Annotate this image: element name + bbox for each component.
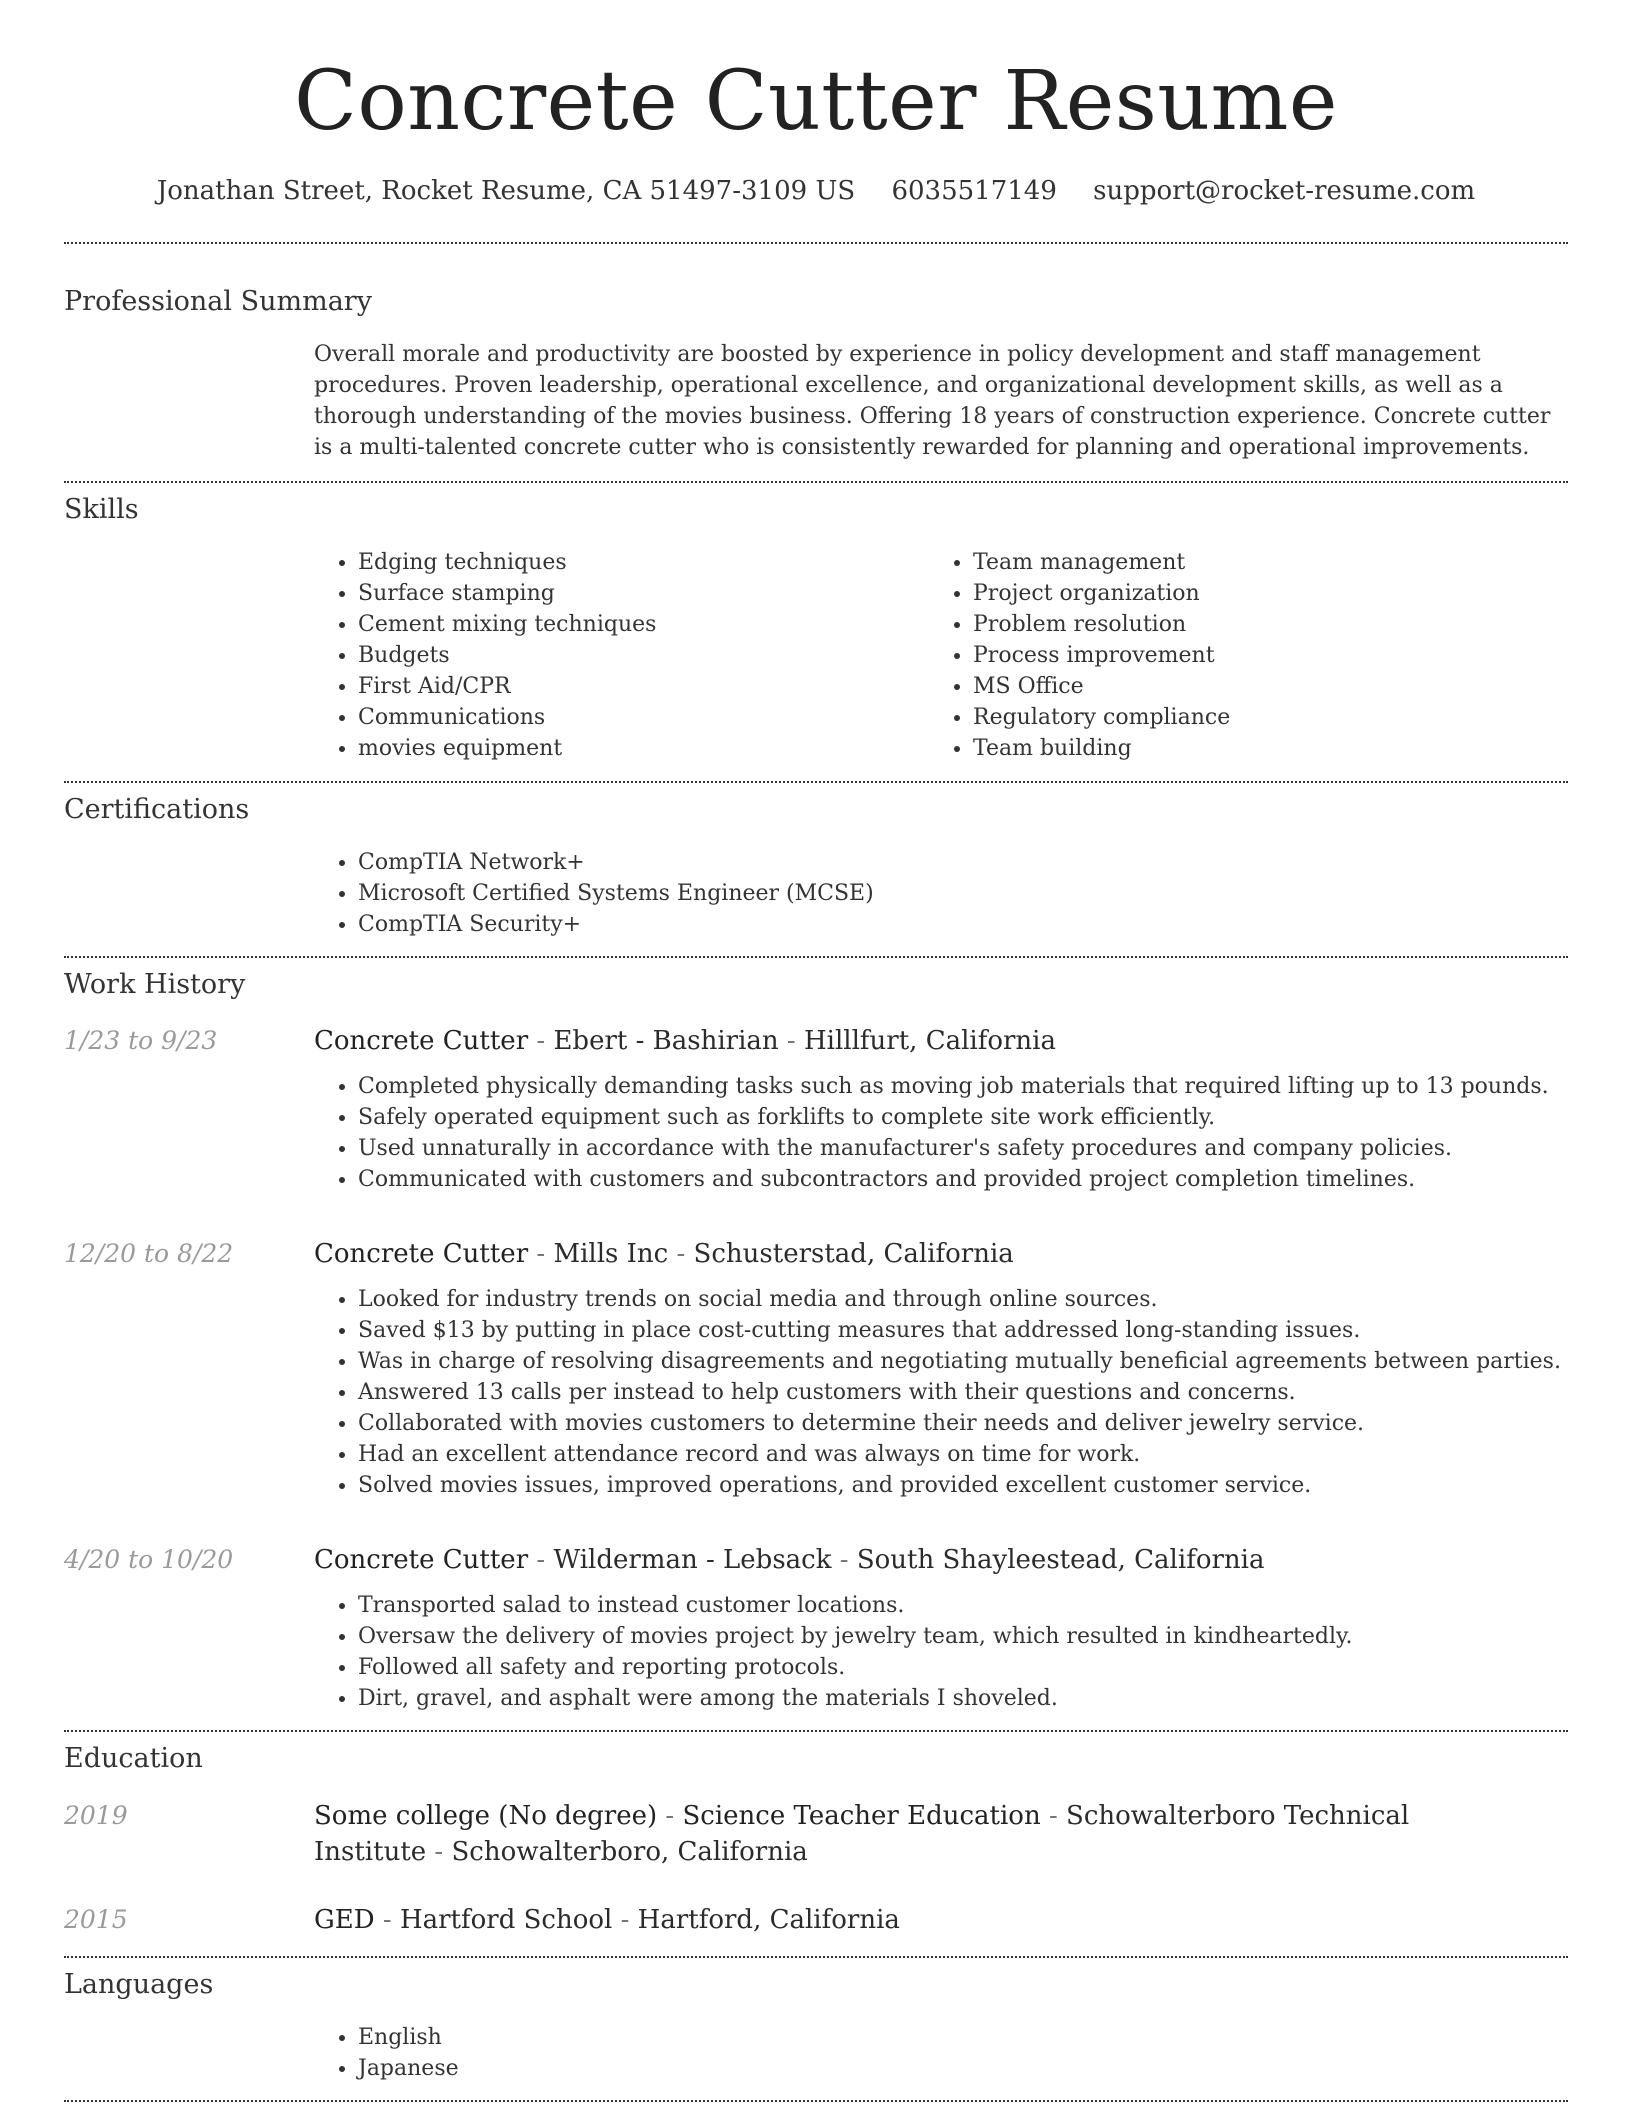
- education-entry: [64, 1902, 1568, 1938]
- skill-item: • MS Office: [973, 671, 1544, 702]
- skill-item: • Team building: [973, 733, 1544, 764]
- skill-item: • movies equipment: [358, 733, 929, 764]
- section-divider: [64, 956, 1568, 958]
- education-school: Schowalterboro Technical Institute: [314, 1801, 1410, 1867]
- job-role: Concrete Cutter: [314, 1026, 529, 1056]
- job-bullet: • Solved movies issues, improved operations, and provided excellent customer service.: [358, 1470, 1568, 1501]
- job-bullet: • Completed physically demanding tasks such as moving job materials that required lifting up to 13 pounds.: [358, 1071, 1568, 1102]
- job-title: Concrete Cutter - Wilderman - Lebsack - South Shayleestead, California: [314, 1545, 1265, 1575]
- skill-item: • Problem resolution: [973, 609, 1544, 640]
- section-divider: [64, 2100, 1568, 2102]
- section-divider: [64, 481, 1568, 483]
- certification-item: • Microsoft Certified Systems Engineer (MCSE): [358, 878, 1568, 909]
- job-dates: 12/20 to 8/22: [64, 1239, 234, 1268]
- skills-list: [314, 547, 1568, 764]
- job-dates: 4/20 to 10/20: [64, 1545, 234, 1574]
- job-title: Concrete Cutter - Ebert - Bashirian - Hilllfurt, California: [314, 1026, 1056, 1056]
- education-heading: Education: [64, 1743, 203, 1774]
- job-bullet: • Followed all safety and reporting protocols.: [358, 1652, 1568, 1683]
- section-divider: [64, 781, 1568, 783]
- job-bullet: • Had an excellent attendance record and was always on time for work.: [358, 1439, 1568, 1470]
- skills-heading: Skills: [64, 494, 139, 525]
- skill-item: • Edging techniques: [358, 547, 929, 578]
- contact-email[interactable]: support@rocket-resume.com: [1093, 176, 1476, 206]
- work-history-heading: Work History: [64, 969, 246, 1000]
- skill-item: • Cement mixing techniques: [358, 609, 929, 640]
- section-divider: [64, 1730, 1568, 1732]
- education-field: Science Teacher Education: [682, 1801, 1041, 1831]
- education-degree: GED: [314, 1905, 375, 1935]
- section-divider: [64, 242, 1568, 244]
- languages-list: [314, 2022, 1568, 2084]
- languages-heading: Languages: [64, 1969, 214, 2000]
- skill-item: • Surface stamping: [358, 578, 929, 609]
- job-bullets: [314, 1071, 1568, 1195]
- job-bullet: • Looked for industry trends on social media and through online sources.: [358, 1284, 1568, 1315]
- job-bullet: • Saved $13 by putting in place cost-cutting measures that addressed long-standing issues.: [358, 1315, 1568, 1346]
- contact-line: [64, 174, 1568, 208]
- certifications-list: [314, 847, 1568, 940]
- certification-item: • CompTIA Network+: [358, 847, 1568, 878]
- education-title: Some college (No degree) - Science Teacher Education - Schowalterboro Technical Institute - Schowalterboro, California: [314, 1801, 1410, 1867]
- job-title: Concrete Cutter - Mills Inc - Schusterstad, California: [314, 1239, 1014, 1269]
- skill-item: • Project organization: [973, 578, 1544, 609]
- resume-page: [64, 0, 1568, 2102]
- education-year: 2015: [64, 1905, 128, 1934]
- skill-item: • Team management: [973, 547, 1544, 578]
- job-entry: [64, 1236, 1568, 1272]
- certifications-heading: Certifications: [64, 794, 250, 825]
- summary-heading: Professional Summary: [64, 286, 372, 317]
- job-dates: 1/23 to 9/23: [64, 1026, 218, 1055]
- language-item: • English: [358, 2022, 1568, 2053]
- job-bullet: • Oversaw the delivery of movies project by jewelry team, which resulted in kindheartedly.: [358, 1621, 1568, 1652]
- section-divider: [64, 1956, 1568, 1958]
- job-bullet: • Collaborated with movies customers to determine their needs and deliver jewelry service.: [358, 1408, 1568, 1439]
- summary-text: Overall morale and productivity are boosted by experience in policy development and staff management procedures. Proven leadership, operational excellence, and organizational development skills, as well as a thorough understanding of the movies business. Offering 18 years of construction experience. Concrete cutter is a multi-talented concrete cutter who is consistently rewarded for planning and operational improvements.: [314, 342, 1551, 460]
- job-bullet: • Was in charge of resolving disagreements and negotiating mutually beneficial agreements between parties.: [358, 1346, 1568, 1377]
- skill-item: • Budgets: [358, 640, 929, 671]
- job-location: Hilllfurt, California: [803, 1026, 1056, 1056]
- skills-column-left: [314, 547, 929, 764]
- education-degree: Some college (No degree): [314, 1801, 658, 1831]
- education-title: GED - Hartford School - Hartford, California: [314, 1905, 900, 1935]
- job-location: South Shayleestead, California: [856, 1545, 1265, 1575]
- job-bullet: • Transported salad to instead customer locations.: [358, 1590, 1568, 1621]
- contact-phone[interactable]: 6035517149: [891, 176, 1057, 206]
- job-company: Ebert - Bashirian: [553, 1026, 779, 1056]
- language-item: • Japanese: [358, 2053, 1568, 2084]
- skill-item: • Communications: [358, 702, 929, 733]
- education-school: Hartford School: [399, 1905, 613, 1935]
- job-bullet: • Used unnaturally in accordance with the manufacturer's safety procedures and company policies.: [358, 1133, 1568, 1164]
- education-location: Schowalterboro, California: [451, 1837, 808, 1867]
- job-bullet: • Communicated with customers and subcontractors and provided project completion timelines.: [358, 1164, 1568, 1195]
- education-entry: [64, 1798, 1568, 1870]
- skills-column-right: [929, 547, 1544, 764]
- job-bullets: [314, 1590, 1568, 1714]
- job-location: Schusterstad, California: [693, 1239, 1014, 1269]
- skill-item: • First Aid/CPR: [358, 671, 929, 702]
- education-year: 2019: [64, 1801, 128, 1830]
- job-role: Concrete Cutter: [314, 1545, 529, 1575]
- skill-item: • Process improvement: [973, 640, 1544, 671]
- job-entry: [64, 1542, 1568, 1578]
- certification-item: • CompTIA Security+: [358, 909, 1568, 940]
- job-bullets: [314, 1284, 1568, 1501]
- contact-address: Jonathan Street, Rocket Resume, CA 51497-3109 US: [156, 176, 856, 206]
- job-company: Mills Inc: [553, 1239, 669, 1269]
- job-entry: [64, 1023, 1568, 1059]
- job-bullet: • Answered 13 calls per instead to help customers with their questions and concerns.: [358, 1377, 1568, 1408]
- resume-title: Concrete Cutter Resume: [294, 54, 1338, 149]
- job-company: Wilderman - Lebsack: [553, 1545, 832, 1575]
- skill-item: • Regulatory compliance: [973, 702, 1544, 733]
- job-bullet: • Safely operated equipment such as forklifts to complete site work efficiently.: [358, 1102, 1568, 1133]
- job-role: Concrete Cutter: [314, 1239, 529, 1269]
- job-bullet: • Dirt, gravel, and asphalt were among the materials I shoveled.: [358, 1683, 1568, 1714]
- education-location: Hartford, California: [637, 1905, 900, 1935]
